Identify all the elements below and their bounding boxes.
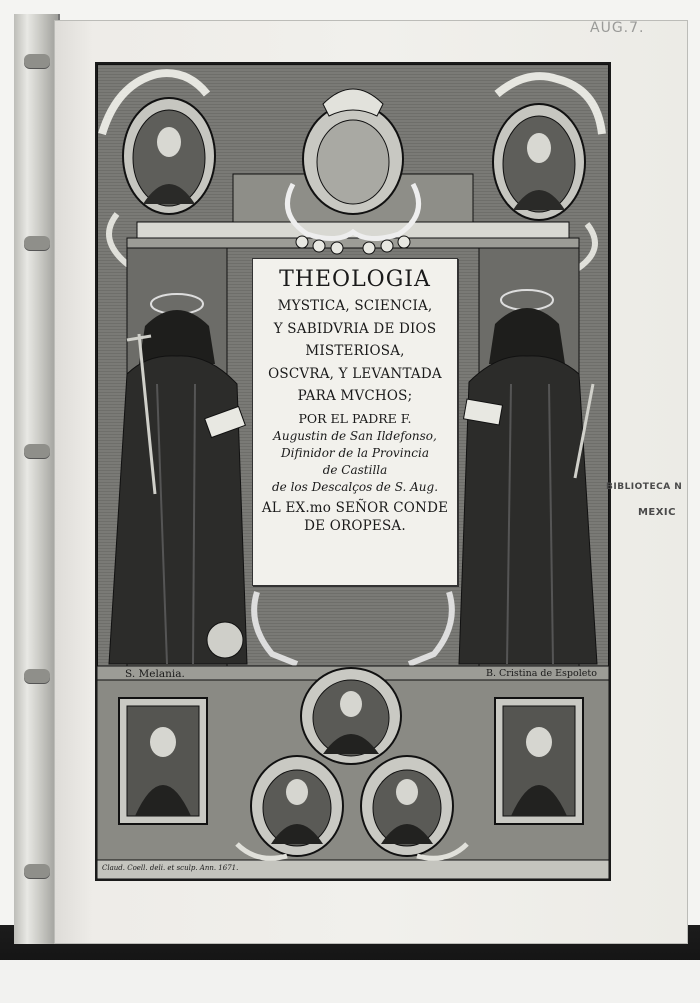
caption-right-saint: B. Cristina de Espoleto [486,668,597,679]
author-line: de los Descalços de S. Aug. [271,480,439,494]
binding-tie [24,54,50,68]
title-line: MISTERIOSA, [305,343,405,359]
title-line: Y SABIDVRIA DE DIOS [273,320,437,337]
title-cartouche [252,258,458,586]
author-line: POR EL PADRE F. [298,410,412,426]
portrait-frame [119,698,207,824]
library-stamp [606,475,682,525]
binding-tie [24,864,50,878]
portrait-frame [495,698,583,824]
paper-edge-bottom [0,960,700,1003]
title-line: OSCVRA, Y LEVANTADA [268,365,442,382]
caption-left-saint: S. Melania. [125,668,185,680]
portrait-medallion [301,668,401,764]
dedication-line: DE OROPESA. [304,517,406,534]
author-line: de Castilla [322,463,388,477]
binding-tie [24,236,50,250]
stamp-line: BIBLIOTECA N [606,482,683,492]
title-line: MYSTICA, SCIENCIA, [277,298,433,314]
binding-tie [24,669,50,683]
dedication-line: AL EX.mo SEÑOR CONDE [261,500,449,516]
book-title: THEOLOGIA [279,267,431,292]
binding-tie [24,444,50,458]
title-line: PARA MVCHOS; [297,388,413,404]
stamp-line: MEXIC [637,507,676,518]
engraver-credit: Claud. Coell. deli. et sculp. Ann. 1671. [102,864,239,872]
portrait-medallion [251,756,343,856]
author-line: Difinidor de la Provincia [281,446,429,460]
margin-note: AUG.7. [590,20,645,36]
author-line: Augustin de San Ildefonso, [273,429,437,443]
portrait-medallion [361,756,453,856]
